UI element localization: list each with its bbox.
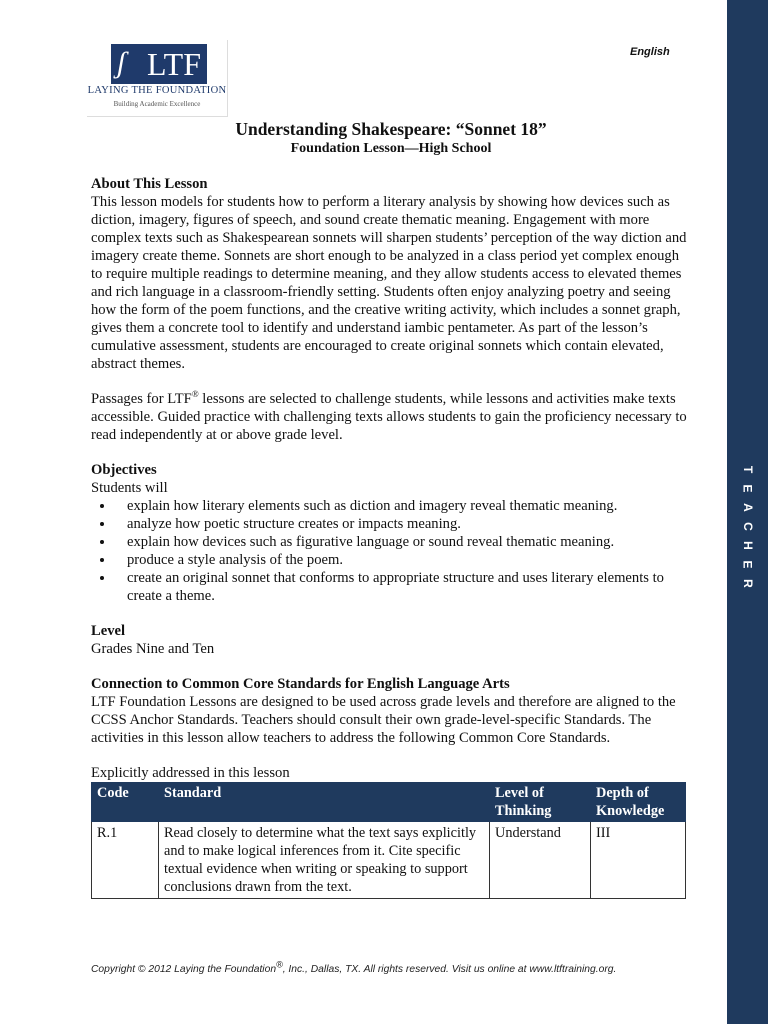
list-item: • produce a style analysis of the poem. bbox=[115, 551, 691, 569]
list-item: • analyze how poetic structure creates or impacts meaning. bbox=[115, 515, 691, 533]
letter: A bbox=[740, 503, 755, 512]
column-header: Depth of Knowledge bbox=[591, 783, 686, 822]
column-header: Level of Thinking bbox=[490, 783, 591, 822]
standards-paragraph: LTF Foundation Lessons are designed to be used across grade levels and therefore are aligned to the CCSS Anchor Standards. Teachers should consult their own grade-level-specific Standards. The activities in this lesson allow teachers to address the following Common Core Standards. bbox=[91, 694, 676, 746]
column-header: Code bbox=[92, 783, 159, 822]
table-caption: Explicitly addressed in this lesson bbox=[91, 765, 290, 781]
objectives-intro: Students will bbox=[91, 480, 168, 496]
teacher-sidebar bbox=[727, 0, 768, 1024]
level-heading: Level bbox=[91, 623, 126, 639]
table-row bbox=[92, 822, 686, 899]
logo-swoosh-icon: ʃ bbox=[117, 46, 126, 79]
cell-level: Understand bbox=[490, 822, 591, 899]
about-paragraph: This lesson models for students how to perform a literary analysis by showing how devices such as diction, imagery, figures of speech, and sound create thematic meaning. Engagement with more complex texts such as Shakespearean sonnets will sharpen students’ perception of the way diction and imagery create theme. Sonnets are short enough to be analyzed in a class period yet complex enough to require multiple readings to determine meaning, and they allow students access to elevated themes and rich language in a classroom-friendly setting. Students often enjoy analyzing poetry and seeing how the form of the poem functions, and the creative writing activity, which includes a sonnet graph, gives them a concrete tool to identify and understand iambic pentameter. As part of the lesson’s cumulative assessment, students are encouraged to create original sonnets which contain elevated, abstract themes. bbox=[91, 194, 687, 372]
ltf-logo bbox=[87, 40, 228, 117]
letter: E bbox=[740, 560, 755, 569]
subject-label: English bbox=[630, 46, 670, 58]
logo-name: LAYING THE FOUNDATION bbox=[87, 85, 227, 96]
list-item: • create an original sonnet that conforms to appropriate structure and uses literary elements to create a theme. bbox=[115, 569, 691, 605]
cell-code: R.1 bbox=[92, 822, 159, 899]
page-title: Understanding Shakespeare: “Sonnet 18” bbox=[235, 119, 547, 139]
cell-depth: III bbox=[591, 822, 686, 899]
table-header-row bbox=[92, 783, 686, 822]
page-subtitle: Foundation Lesson—High School bbox=[290, 141, 492, 156]
standards-table bbox=[91, 782, 686, 899]
logo-mark: LTF bbox=[111, 44, 207, 84]
about-heading: About This Lesson bbox=[91, 176, 208, 192]
list-item: • explain how literary elements such as diction and imagery reveal thematic meaning. bbox=[115, 497, 691, 515]
letter: R bbox=[740, 579, 755, 588]
letter: T bbox=[741, 465, 755, 474]
letter: C bbox=[740, 522, 755, 531]
teacher-label bbox=[727, 460, 768, 593]
list-item: • explain how devices such as figurative language or sound reveal thematic meaning. bbox=[115, 533, 691, 551]
cell-standard: Read closely to determine what the text says explicitly and to make logical inferences from it. Cite specific textual evidence when writing or speaking to support conclusions drawn from the text. bbox=[159, 822, 490, 899]
logo-tagline: Building Academic Excellence bbox=[113, 100, 201, 108]
level-value: Grades Nine and Ten bbox=[91, 641, 215, 657]
lesson-content bbox=[91, 118, 691, 899]
column-header: Standard bbox=[159, 783, 490, 822]
standards-heading: Connection to Common Core Standards for English Language Arts bbox=[91, 676, 510, 692]
objectives-heading: Objectives bbox=[91, 462, 157, 478]
letter: E bbox=[740, 484, 755, 493]
copyright-footer: Copyright © 2012 Laying the Foundation®, Inc., Dallas, TX. All rights reserved. Visit us online at www.ltftraining.org. bbox=[91, 959, 617, 975]
passages-paragraph: Passages for LTF® lessons are selected to challenge students, while lessons and activities make texts accessible. Guided practice with challenging texts allows students to gain the proficiency necessary to read independently at or above grade level. bbox=[91, 389, 687, 443]
objectives-list bbox=[91, 497, 691, 605]
letter: H bbox=[740, 541, 755, 550]
